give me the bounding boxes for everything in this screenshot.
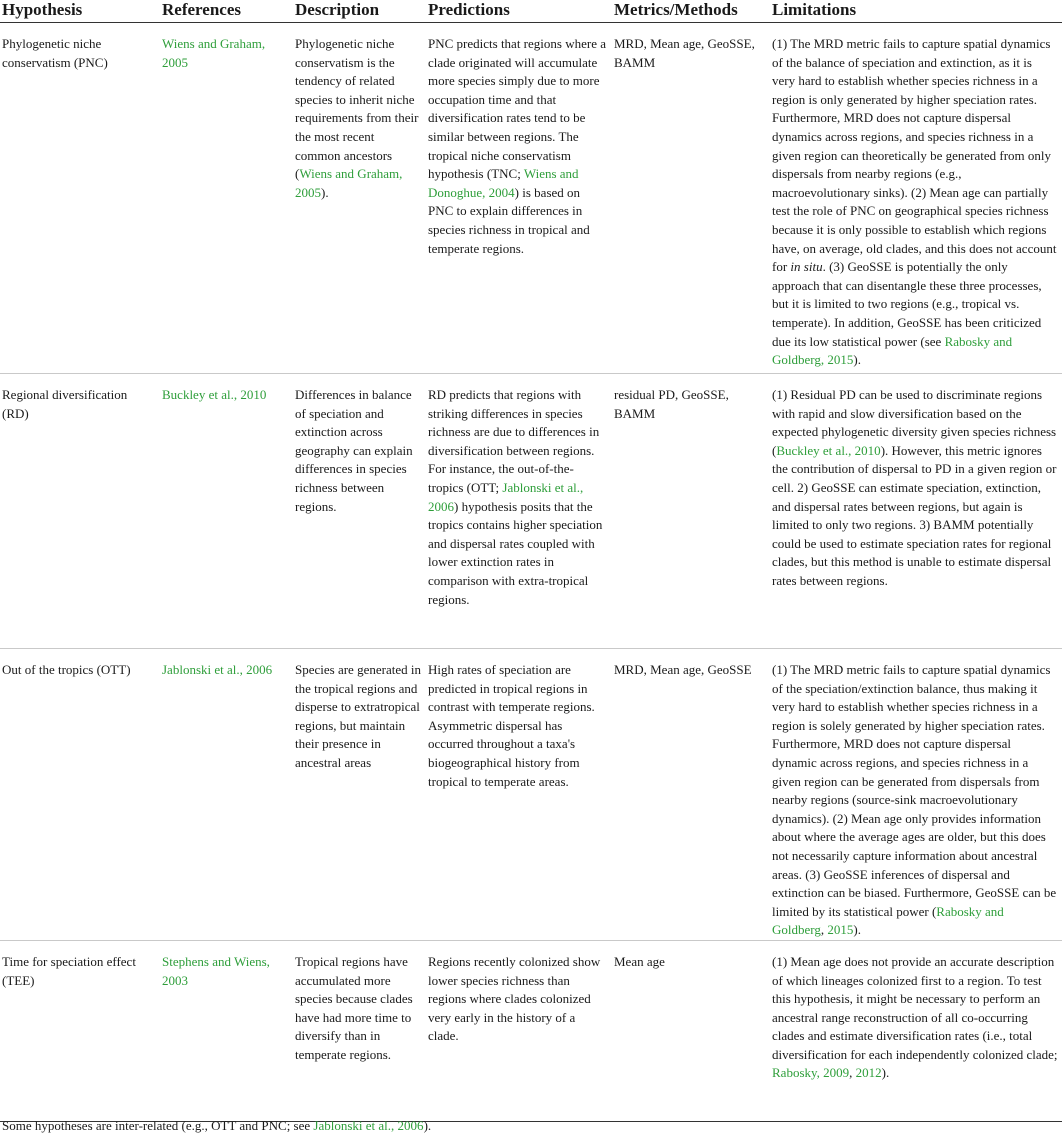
header-hypothesis: Hypothesis bbox=[0, 0, 160, 23]
cell-description: Phylogenetic niche conservatism is the tendency of related species to inherit niche requirements from their the most recent common ancestors (Wiens and Graham, 2005). bbox=[293, 23, 426, 374]
header-metrics: Metrics/Methods bbox=[612, 0, 770, 23]
citation-link[interactable]: Jablonski et al., 2006 bbox=[313, 1118, 424, 1133]
cell-metrics: Mean age bbox=[612, 940, 770, 1121]
citation-link[interactable]: Rabosky, 2009 bbox=[772, 1065, 850, 1081]
cell-description: Differences in balance of speciation and extinction across geography can explain differences in species richness between regions. bbox=[293, 374, 426, 649]
reference-link[interactable]: Wiens and Graham, 2005 bbox=[162, 36, 266, 70]
table-footnote: Some hypotheses are inter-related (e.g., OTT and PNC; see Jablonski et al., 2006). bbox=[2, 1118, 432, 1133]
reference-link[interactable]: Jablonski et al., 2006 bbox=[162, 662, 273, 677]
cell-predictions: High rates of speciation are predicted in tropical regions in contrast with temperate regions. Asymmetric dispersal has occurred throughout a taxa's biogeographical history from tropical to temperate areas. bbox=[426, 649, 612, 941]
cell-limitations: (1) Mean age does not provide an accurate description of which lineages colonized first to a region. To test this hypothesis, it might be necessary to perform an ancestral range reconstruction of all co-occurring clades and estimate diversification rates (i.e., total diversification for each independently colonized clade; Rabosky, 2009, 2012). bbox=[770, 940, 1062, 1121]
citation-link[interactable]: Jablonski et al., 2006 bbox=[428, 479, 584, 514]
table-row-ott bbox=[0, 649, 1062, 941]
citation-link[interactable]: Rabosky and Goldberg, 2015 bbox=[772, 333, 1013, 368]
header-row bbox=[0, 0, 1062, 23]
citation-link[interactable]: Rabosky and Goldberg bbox=[772, 903, 1004, 938]
citation-link[interactable]: Buckley et al., 2010 bbox=[776, 442, 881, 458]
citation-link[interactable]: Wiens and Donoghue, 2004 bbox=[428, 166, 579, 200]
cell-predictions: Regions recently colonized show lower species richness than regions where clades colonized very early in the history of a clade. bbox=[426, 940, 612, 1121]
citation-link[interactable]: Wiens and Graham, 2005 bbox=[295, 166, 403, 200]
header-references: References bbox=[160, 0, 293, 23]
cell-metrics: residual PD, GeoSSE, BAMM bbox=[612, 374, 770, 649]
cell-predictions: PNC predicts that regions where a clade originated will accumulate more species simply due to more occupation time and that diversification rates tend to be similar between regions. The tropical niche conservatism hypothesis (TNC; Wiens and Donoghue, 2004) is based on PNC to explain differences in species richness in tropical and temperate regions. bbox=[426, 23, 612, 374]
cell-limitations: (1) The MRD metric fails to capture spatial dynamics of the speciation/extinction balance, thus making it very hard to establish whether species richness in a region is solely generated by higher speciation rates. Furthermore, MRD does not capture dispersal dynamic across regions, and species richness in a given region can be generated from dispersals from nearby regions (source-sink macroevolutionary dynamics). (2) Mean age only provides information about where the average ages are older, but this does not necessarily capture information about ancestral areas. (3) GeoSSE inferences of dispersal and extinction can be biased. Furthermore, GeoSSE can be limited by its statistical power (Rabosky and Goldberg, 2015). bbox=[770, 649, 1062, 941]
cell-predictions: RD predicts that regions with striking differences in species richness are due to differences in diversification between regions. For instance, the out-of-the-tropics (OTT; Jablonski et al., 2006) hypothesis posits that the tropics contains higher speciation and dispersal rates coupled with lower extinction rates in comparison with extra-tropical regions. bbox=[426, 374, 612, 649]
citation-link[interactable]: 2015 bbox=[827, 922, 854, 938]
header-limitations: Limitations bbox=[770, 0, 1062, 23]
cell-hypothesis: Out of the tropics (OTT) bbox=[0, 649, 160, 941]
cell-limitations: (1) The MRD metric fails to capture spatial dynamics of the balance of speciation and extinction, as it is very hard to establish whether species richness in a region is only generated by higher speciation rates. Furthermore, MRD does not capture dispersal dynamics across regions, and species richness in a given region can theoretically be generated from only dispersals from nearby regions (e.g., macroevolutionary sinks). (2) Mean age can partially test the role of PNC on geographical species richness because it is only possible to establish which regions have, on average, old clades, and this does not account for in situ. (3) GeoSSE is potentially the only approach that can disentangle these three processes, but it is limited to two regions (e.g., tropical vs. temperate). In addition, GeoSSE has been criticized due its low statistical power (see Rabosky and Goldberg, 2015). bbox=[770, 23, 1062, 374]
cell-hypothesis: Time for speciation effect (TEE) bbox=[0, 940, 160, 1121]
cell-references bbox=[160, 23, 293, 374]
cell-limitations: (1) Residual PD can be used to discriminate regions with rapid and slow diversification based on the expected phylogenetic diversity given species richness (Buckley et al., 2010). However, this metric ignores the contribution of dispersal to PD in a given region or cell. 2) GeoSSE can estimate speciation, extinction, and dispersal rates between regions, but again is limited to only two regions. 3) BAMM potentially could be used to estimate speciation rates for regional clades, but this method is unable to estimate dispersal rates between regions. bbox=[770, 374, 1062, 649]
cell-references bbox=[160, 374, 293, 649]
cell-description: Tropical regions have accumulated more species because clades have had more time to diversify than in temperate regions. bbox=[293, 940, 426, 1121]
table-row-tee bbox=[0, 940, 1062, 1121]
header-predictions: Predictions bbox=[426, 0, 612, 23]
citation-link[interactable]: 2012 bbox=[855, 1065, 882, 1081]
cell-hypothesis: Regional diversification (RD) bbox=[0, 374, 160, 649]
cell-metrics: MRD, Mean age, GeoSSE bbox=[612, 649, 770, 941]
cell-hypothesis: Phylogenetic niche conservatism (PNC) bbox=[0, 23, 160, 374]
cell-references bbox=[160, 649, 293, 941]
reference-link[interactable]: Buckley et al., 2010 bbox=[162, 387, 267, 402]
table-row-pnc bbox=[0, 23, 1062, 374]
table-row-rd bbox=[0, 374, 1062, 649]
reference-link[interactable]: Stephens and Wiens, 2003 bbox=[162, 953, 270, 988]
cell-metrics: MRD, Mean age, GeoSSE, BAMM bbox=[612, 23, 770, 374]
header-description: Description bbox=[293, 0, 426, 23]
cell-references bbox=[160, 940, 293, 1121]
cell-description: Species are generated in the tropical regions and disperse to extratropical regions, but maintain their presence in ancestral areas bbox=[293, 649, 426, 941]
